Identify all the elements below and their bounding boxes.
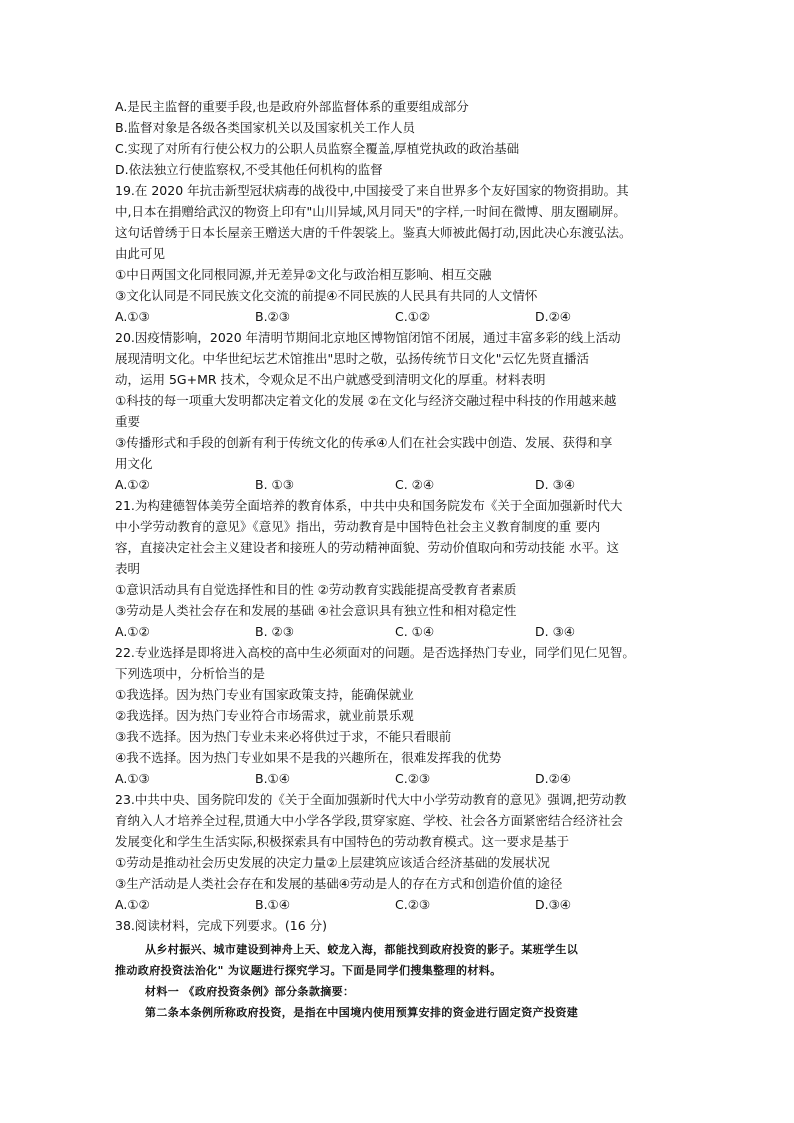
q19-stem-line: 中,日本在捐赠给武汉的物资上印有"山川异域,风月同天"的字样,一时间在微博、朋友圈刷屏。 [115, 204, 626, 219]
q19-item: ①中日两国文化同根同源,并无差异②文化与政治相互影响、相互交融 [115, 267, 492, 282]
q38-heading: 38.阅读材料，完成下列要求。(16 分) [115, 918, 328, 933]
answer-choice-c: C. ②④ [395, 477, 435, 492]
q23-answers [115, 895, 685, 914]
answer-choice-a: A.①② [115, 624, 150, 639]
q20-answers [115, 475, 685, 494]
q22-item: ①我选择。因为热门专业有国家政策支持，能确保就业 [115, 687, 414, 702]
answer-choice-a: A.①③ [115, 309, 150, 324]
q22-stem-line: 22.专业选择是即将进入高校的高中生必须面对的问题。是否选择热门专业，同学们见仁见智。 [115, 645, 635, 660]
q22-stem-line: 下列选项中，分析恰当的是 [115, 666, 266, 681]
answer-choice-b: B.②③ [255, 309, 290, 324]
q21-item: ③劳动是人类社会存在和发展的基础 ④社会意识具有独立性和相对稳定性 [115, 603, 517, 618]
q18-option-d: D.依法独立行使监察权,不受其他任何机构的监督 [115, 162, 383, 177]
q19-answers [115, 307, 685, 326]
answer-choice-c: C.②③ [395, 897, 431, 912]
q20-stem-line: 动，运用 5G+MR 技术，令观众足不出户就感受到清明文化的厚重。材料表明 [115, 372, 546, 387]
q18-option-c: C.实现了对所有行使公权力的公职人员监察全覆盖,厚植党执政的政治基础 [115, 141, 520, 156]
answer-choice-c: C.②③ [395, 771, 431, 786]
answer-choice-c: C.①② [395, 309, 431, 324]
q20-stem-line: 展现清明文化。中华世纪坛艺术馆推出"思时之敬，弘扬传统节日文化"云忆先贤直播活 [115, 351, 590, 366]
answer-choice-a: A.①③ [115, 771, 150, 786]
answer-choice-c: C. ①④ [395, 624, 435, 639]
q19-stem-line: 由此可见 [115, 246, 166, 261]
q19-item: ③文化认同是不同民族文化交流的前提④不同民族的人民具有共同的人文情怀 [115, 288, 538, 303]
q23-stem-line: 23.中共中央、国务院印发的《关于全面加强新时代大中小学劳动教育的意见》强调,把劳动教 [115, 792, 627, 807]
q38-passage-line: 从乡村振兴、城市建设到神舟上天、蛟龙入海，都能找到政府投资的影子。某班学生以 [145, 943, 579, 956]
answer-choice-a: A.①② [115, 477, 150, 492]
answer-choice-d: D.②④ [535, 309, 572, 324]
answer-choice-d: D.③④ [535, 897, 572, 912]
q20-stem-line: 20.因疫情影响，2020 年清明节期间北京地区博物馆闭馆不闭展，通过丰富多彩的线上活动 [115, 330, 621, 345]
q18-option-b: B.监督对象是各级各类国家机关以及国家机关工作人员 [115, 120, 416, 135]
q38-passage-line: 第二条本条例所称政府投资，是指在中国境内使用预算安排的资金进行固定资产投资建 [145, 1006, 579, 1019]
q23-stem-line: 发展变化和学生生活实际,积极探索具有中国特色的劳动教育模式。这一要求是基于 [115, 834, 569, 849]
q38-material-title: 材料一 《政府投资条例》部分条款摘要： [145, 985, 355, 998]
answer-choice-d: D. ③④ [535, 624, 575, 639]
q21-stem-line: 21.为构建德智体美劳全面培养的教育体系，中共中央和国务院发布《关于全面加强新时代大 [115, 498, 623, 513]
q21-stem-line: 中小学劳动教育的意见》《意见》指出，劳动教育是中国特色社会主义教育制度的重 要内 [115, 519, 601, 534]
q19-stem-line: 这句话曾绣于日本长屋亲王赠送大唐的千件袈裟上。鉴真大师被此偈打动,因此决心东渡弘法。 [115, 225, 632, 240]
q21-stem-line: 表明 [115, 561, 141, 576]
q22-item: ④我不选择。因为热门专业如果不是我的兴趣所在，很难发挥我的优势 [115, 750, 502, 765]
answer-choice-b: B. ①③ [255, 477, 294, 492]
q23-item: ①劳动是推动社会历史发展的决定力量②上层建筑应该适合经济基础的发展状况 [115, 855, 550, 870]
q20-item: 用文化 [115, 456, 153, 471]
answer-choice-b: B.①④ [255, 771, 290, 786]
q18-option-a: A.是民主监督的重要手段,也是政府外部监督体系的重要组成部分 [115, 99, 469, 114]
q20-item: 重要 [115, 414, 141, 429]
q38-passage-line: 推动政府投资法治化" 为议题进行探究学习。下面是同学们搜集整理的材料。 [115, 964, 502, 977]
answer-choice-b: B. ②③ [255, 624, 294, 639]
q19-stem-line: 19.在 2020 年抗击新型冠状病毒的战役中,中国接受了来自世界多个友好国家的物资捐助。其 [115, 183, 629, 198]
answer-choice-b: B.①④ [255, 897, 290, 912]
q21-stem-line: 容，直接决定社会主义建设者和接班人的劳动精神面貌、劳动价值取向和劳动技能 水平。这 [115, 540, 619, 555]
q21-answers [115, 622, 685, 641]
answer-choice-d: D.②④ [535, 771, 572, 786]
q23-stem-line: 育纳入人才培养全过程,贯通大中小学各学段,贯穿家庭、学校、社会各方面紧密结合经济社会 [115, 813, 623, 828]
q21-item: ①意识活动具有自觉选择性和目的性 ②劳动教育实践能提高受教育者素质 [115, 582, 517, 597]
q22-answers [115, 769, 685, 788]
answer-choice-d: D. ③④ [535, 477, 575, 492]
q20-item: ①科技的每一项重大发明都决定着文化的发展 ②在文化与经济交融过程中科技的作用越来越 [115, 393, 617, 408]
q20-item: ③传播形式和手段的创新有利于传统文化的传承④人们在社会实践中创造、发展、获得和享 [115, 435, 613, 450]
q22-item: ②我选择。因为热门专业符合市场需求，就业前景乐观 [115, 708, 414, 723]
q23-item: ③生产活动是人类社会存在和发展的基础④劳动是人的存在方式和创造价值的途径 [115, 876, 563, 891]
q22-item: ③我不选择。因为热门专业未来必将供过于求，不能只看眼前 [115, 729, 452, 744]
answer-choice-a: A.①② [115, 897, 150, 912]
